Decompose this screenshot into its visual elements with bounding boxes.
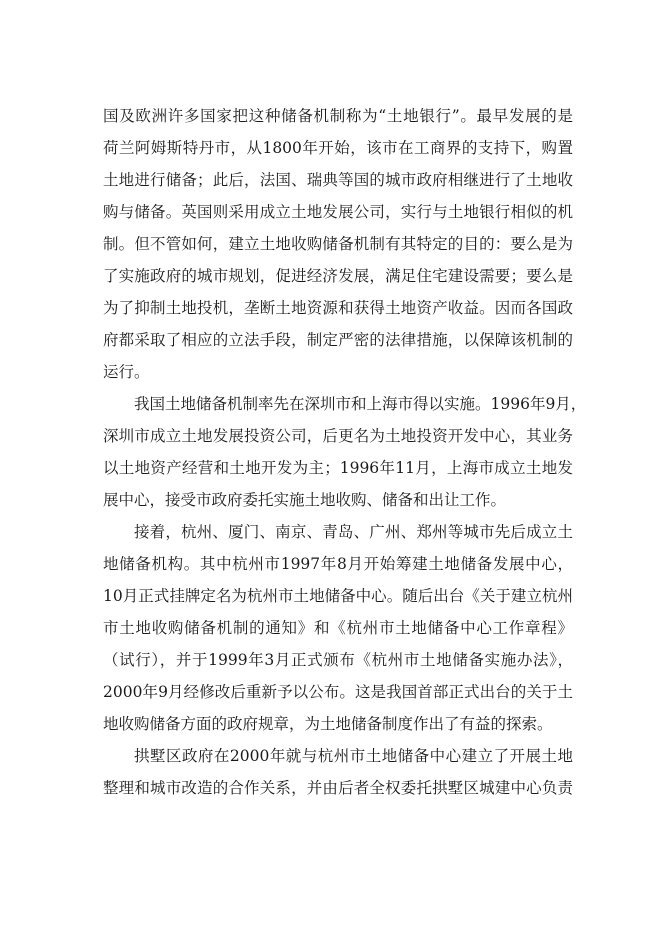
text-line: 深圳市成立土地发展投资公司，后更名为土地投资开发中心，其业务 [103, 427, 573, 445]
text-line: 制。但不管如何，建立土地收购储备机制有其特定的目的：要么是为 [103, 235, 573, 253]
text-line: 了实施政府的城市规划，促进经济发展，满足住宅建设需要；要么是 [103, 267, 573, 285]
text-line: 以土地资产经营和土地开发为主；1996年11月，上海市成立土地发 [103, 459, 573, 477]
paragraph-4 [103, 740, 573, 804]
text-line: 为了抑制土地投机，垄断土地资源和获得土地资产收益。因而各国政 [103, 299, 573, 317]
body-text [103, 100, 587, 804]
text-line: 国及欧洲许多国家把这种储备机制称为“土地银行”。最早发展的是 [103, 107, 573, 125]
text-line: 地储备机构。其中杭州市1997年8月开始筹建土地储备发展中心， [103, 555, 573, 573]
text-line: 我国土地储备机制率先在深圳市和上海市得以实施。1996年9月， [134, 395, 587, 413]
paragraph-1 [103, 100, 573, 388]
text-line: 展中心，接受市政府委托实施土地收购、储备和出让工作。 [103, 491, 507, 509]
text-line: 地收购储备方面的政府规章，为土地储备制度作出了有益的探索。 [103, 715, 553, 733]
paragraph-2 [103, 388, 587, 516]
text-line: （试行），并于1999年3月正式颁布《杭州市土地储备实施办法》， [103, 651, 573, 669]
text-line: 土地进行储备；此后，法国、瑞典等国的城市政府相继进行了土地收 [103, 171, 573, 189]
text-line: 10月正式挂牌定名为杭州市土地储备中心。随后出台《关于建立杭州 [103, 587, 573, 605]
text-line: 整理和城市改造的合作关系，并由后者全权委托拱墅区城建中心负责 [103, 779, 573, 797]
text-line: 荷兰阿姆斯特丹市，从1800年开始，该市在工商界的支持下，购置 [103, 139, 573, 157]
paragraph-3 [103, 516, 573, 740]
text-line: 市土地收购储备机制的通知》和《杭州市土地储备中心工作章程》 [103, 619, 573, 637]
text-line: 府都采取了相应的立法手段，制定严密的法律措施，以保障该机制的 [103, 331, 573, 349]
text-line: 接着，杭州、厦门、南京、青岛、广州、郑州等城市先后成立土 [134, 523, 573, 541]
text-line: 运行。 [103, 363, 150, 381]
text-line: 购与储备。英国则采用成立土地发展公司，实行与土地银行相似的机 [103, 203, 573, 221]
text-line: 拱墅区政府在2000年就与杭州市土地储备中心建立了开展土地 [134, 747, 573, 765]
text-line: 2000年9月经修改后重新予以公布。这是我国首部正式出台的关于土 [103, 683, 573, 701]
